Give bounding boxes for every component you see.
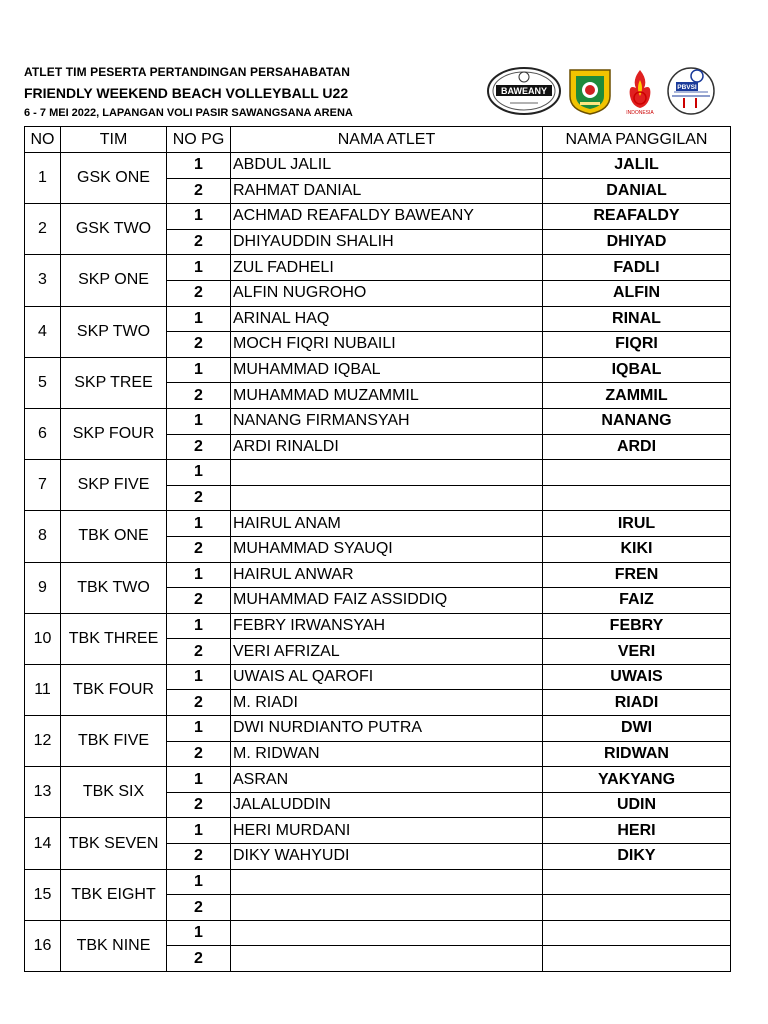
team-name-cell: SKP FOUR — [61, 408, 167, 459]
table-row — [25, 664, 731, 690]
athlete-name-cell: DIKY WAHYUDI — [231, 844, 543, 870]
nickname-cell — [543, 920, 731, 946]
nickname-cell: NANANG — [543, 408, 731, 434]
nickname-cell — [543, 485, 731, 511]
table-row — [25, 460, 731, 486]
athlete-name-cell: M. RIDWAN — [231, 741, 543, 767]
player-number-cell: 2 — [167, 844, 231, 870]
athlete-name-cell: UWAIS AL QAROFI — [231, 664, 543, 690]
player-number-cell: 2 — [167, 639, 231, 665]
player-number-cell: 2 — [167, 588, 231, 614]
team-name-cell: SKP TREE — [61, 357, 167, 408]
player-number-cell: 1 — [167, 153, 231, 179]
nickname-cell: FADLI — [543, 255, 731, 281]
player-number-cell: 2 — [167, 229, 231, 255]
table-row — [25, 562, 731, 588]
nickname-cell — [543, 895, 731, 921]
team-number-cell: 12 — [25, 716, 61, 767]
column-header-no: NO — [25, 127, 61, 153]
player-number-cell: 1 — [167, 818, 231, 844]
nickname-cell: ZAMMIL — [543, 383, 731, 409]
team-name-cell: GSK ONE — [61, 153, 167, 204]
table-row — [25, 153, 731, 179]
player-number-cell: 2 — [167, 332, 231, 358]
athlete-name-cell: ZUL FADHELI — [231, 255, 543, 281]
athlete-table — [24, 126, 731, 972]
player-number-cell: 1 — [167, 204, 231, 230]
athlete-table-container — [24, 126, 732, 967]
player-number-cell: 1 — [167, 306, 231, 332]
nickname-cell: DHIYAD — [543, 229, 731, 255]
athlete-name-cell: MOCH FIQRI NUBAILI — [231, 332, 543, 358]
team-name-cell: TBK SIX — [61, 767, 167, 818]
team-name-cell: TBK TWO — [61, 562, 167, 613]
team-number-cell: 6 — [25, 408, 61, 459]
nickname-cell: ALFIN — [543, 280, 731, 306]
pbvsi-logo-text: PBVSI — [677, 84, 697, 91]
athlete-name-cell: DWI NURDIANTO PUTRA — [231, 716, 543, 742]
column-header-tim: TIM — [61, 127, 167, 153]
table-body — [25, 153, 731, 972]
nickname-cell: KIKI — [543, 536, 731, 562]
table-row — [25, 255, 731, 281]
nickname-cell: DANIAL — [543, 178, 731, 204]
player-number-cell: 1 — [167, 920, 231, 946]
document-header — [24, 62, 494, 122]
nickname-cell — [543, 869, 731, 895]
athlete-name-cell: RAHMAT DANIAL — [231, 178, 543, 204]
team-name-cell: GSK TWO — [61, 204, 167, 255]
nickname-cell: RIADI — [543, 690, 731, 716]
athlete-name-cell — [231, 485, 543, 511]
column-header-nama-atlet: NAMA ATLET — [231, 127, 543, 153]
indonesia-logo-text: INDONESIA — [626, 110, 654, 116]
team-number-cell: 9 — [25, 562, 61, 613]
athlete-name-cell: HAIRUL ANWAR — [231, 562, 543, 588]
player-number-cell: 2 — [167, 741, 231, 767]
nickname-cell: JALIL — [543, 153, 731, 179]
player-number-cell: 2 — [167, 895, 231, 921]
athlete-name-cell — [231, 920, 543, 946]
athlete-name-cell: NANANG FIRMANSYAH — [231, 408, 543, 434]
team-number-cell: 16 — [25, 920, 61, 971]
team-number-cell: 8 — [25, 511, 61, 562]
table-header-row — [25, 127, 731, 153]
baweany-logo — [486, 66, 562, 116]
player-number-cell: 2 — [167, 946, 231, 972]
nickname-cell: UDIN — [543, 792, 731, 818]
team-number-cell: 3 — [25, 255, 61, 306]
nickname-cell — [543, 946, 731, 972]
nickname-cell: YAKYANG — [543, 767, 731, 793]
column-header-nama-panggilan: NAMA PANGGILAN — [543, 127, 731, 153]
nickname-cell: IRUL — [543, 511, 731, 537]
athlete-name-cell: ARINAL HAQ — [231, 306, 543, 332]
athlete-name-cell — [231, 869, 543, 895]
athlete-name-cell: DHIYAUDDIN SHALIH — [231, 229, 543, 255]
player-number-cell: 2 — [167, 434, 231, 460]
athlete-name-cell — [231, 946, 543, 972]
team-name-cell: TBK FIVE — [61, 716, 167, 767]
nickname-cell: VERI — [543, 639, 731, 665]
table-row — [25, 869, 731, 895]
team-name-cell: TBK SEVEN — [61, 818, 167, 869]
table-row — [25, 408, 731, 434]
team-number-cell: 7 — [25, 460, 61, 511]
team-number-cell: 4 — [25, 306, 61, 357]
table-row — [25, 511, 731, 537]
header-line-3: 6 - 7 MEI 2022, LAPANGAN VOLI PASIR SAWANGSANA ARENA — [24, 107, 353, 119]
athlete-name-cell: ASRAN — [231, 767, 543, 793]
team-number-cell: 1 — [25, 153, 61, 204]
athlete-name-cell: ALFIN NUGROHO — [231, 280, 543, 306]
team-number-cell: 10 — [25, 613, 61, 664]
table-row — [25, 613, 731, 639]
logo-strip — [486, 66, 736, 116]
player-number-cell: 1 — [167, 408, 231, 434]
team-name-cell: TBK NINE — [61, 920, 167, 971]
player-number-cell: 1 — [167, 460, 231, 486]
athlete-name-cell: ABDUL JALIL — [231, 153, 543, 179]
table-row — [25, 204, 731, 230]
column-header-no-pg: NO PG — [167, 127, 231, 153]
team-name-cell: TBK THREE — [61, 613, 167, 664]
athlete-name-cell: JALALUDDIN — [231, 792, 543, 818]
nickname-cell — [543, 460, 731, 486]
player-number-cell: 2 — [167, 690, 231, 716]
player-number-cell: 1 — [167, 664, 231, 690]
athlete-name-cell — [231, 460, 543, 486]
player-number-cell: 2 — [167, 383, 231, 409]
team-number-cell: 11 — [25, 664, 61, 715]
header-line-2: FRIENDLY WEEKEND BEACH VOLLEYBALL U22 — [24, 85, 349, 101]
team-name-cell: TBK EIGHT — [61, 869, 167, 920]
player-number-cell: 1 — [167, 562, 231, 588]
nickname-cell: REAFALDY — [543, 204, 731, 230]
nickname-cell: ARDI — [543, 434, 731, 460]
player-number-cell: 2 — [167, 280, 231, 306]
athlete-name-cell: MUHAMMAD FAIZ ASSIDDIQ — [231, 588, 543, 614]
table-row — [25, 920, 731, 946]
nickname-cell: FEBRY — [543, 613, 731, 639]
team-number-cell: 5 — [25, 357, 61, 408]
nickname-cell: RIDWAN — [543, 741, 731, 767]
player-number-cell: 2 — [167, 536, 231, 562]
table-row — [25, 357, 731, 383]
nickname-cell: FAIZ — [543, 588, 731, 614]
nickname-cell: FREN — [543, 562, 731, 588]
team-name-cell: TBK ONE — [61, 511, 167, 562]
nickname-cell: UWAIS — [543, 664, 731, 690]
athlete-name-cell: MUHAMMAD MUZAMMIL — [231, 383, 543, 409]
player-number-cell: 1 — [167, 767, 231, 793]
athlete-name-cell: FEBRY IRWANSYAH — [231, 613, 543, 639]
regional-emblem-logo — [566, 66, 614, 116]
team-name-cell: SKP ONE — [61, 255, 167, 306]
nickname-cell: HERI — [543, 818, 731, 844]
player-number-cell: 2 — [167, 792, 231, 818]
player-number-cell: 1 — [167, 357, 231, 383]
athlete-name-cell: M. RIADI — [231, 690, 543, 716]
table-row — [25, 716, 731, 742]
athlete-name-cell — [231, 895, 543, 921]
team-number-cell: 2 — [25, 204, 61, 255]
athlete-name-cell: MUHAMMAD SYAUQI — [231, 536, 543, 562]
nickname-cell: RINAL — [543, 306, 731, 332]
header-line-1: ATLET TIM PESERTA PERTANDINGAN PERSAHABATAN — [24, 65, 351, 79]
team-number-cell: 15 — [25, 869, 61, 920]
player-number-cell: 1 — [167, 716, 231, 742]
table-row — [25, 767, 731, 793]
pbvsi-logo — [666, 66, 716, 116]
athlete-name-cell: ARDI RINALDI — [231, 434, 543, 460]
athlete-name-cell: HAIRUL ANAM — [231, 511, 543, 537]
koni-indonesia-logo — [618, 66, 662, 116]
player-number-cell: 2 — [167, 178, 231, 204]
nickname-cell: FIQRI — [543, 332, 731, 358]
team-name-cell: TBK FOUR — [61, 664, 167, 715]
team-name-cell: SKP TWO — [61, 306, 167, 357]
athlete-name-cell: ACHMAD REAFALDY BAWEANY — [231, 204, 543, 230]
team-number-cell: 13 — [25, 767, 61, 818]
athlete-name-cell: HERI MURDANI — [231, 818, 543, 844]
player-number-cell: 1 — [167, 613, 231, 639]
athlete-name-cell: VERI AFRIZAL — [231, 639, 543, 665]
player-number-cell: 1 — [167, 511, 231, 537]
nickname-cell: DWI — [543, 716, 731, 742]
team-name-cell: SKP FIVE — [61, 460, 167, 511]
player-number-cell: 2 — [167, 485, 231, 511]
nickname-cell: DIKY — [543, 844, 731, 870]
baweany-logo-text: BAWEANY — [500, 86, 548, 96]
nickname-cell: IQBAL — [543, 357, 731, 383]
player-number-cell: 1 — [167, 255, 231, 281]
player-number-cell: 1 — [167, 869, 231, 895]
team-number-cell: 14 — [25, 818, 61, 869]
table-row — [25, 818, 731, 844]
table-row — [25, 306, 731, 332]
athlete-name-cell: MUHAMMAD IQBAL — [231, 357, 543, 383]
